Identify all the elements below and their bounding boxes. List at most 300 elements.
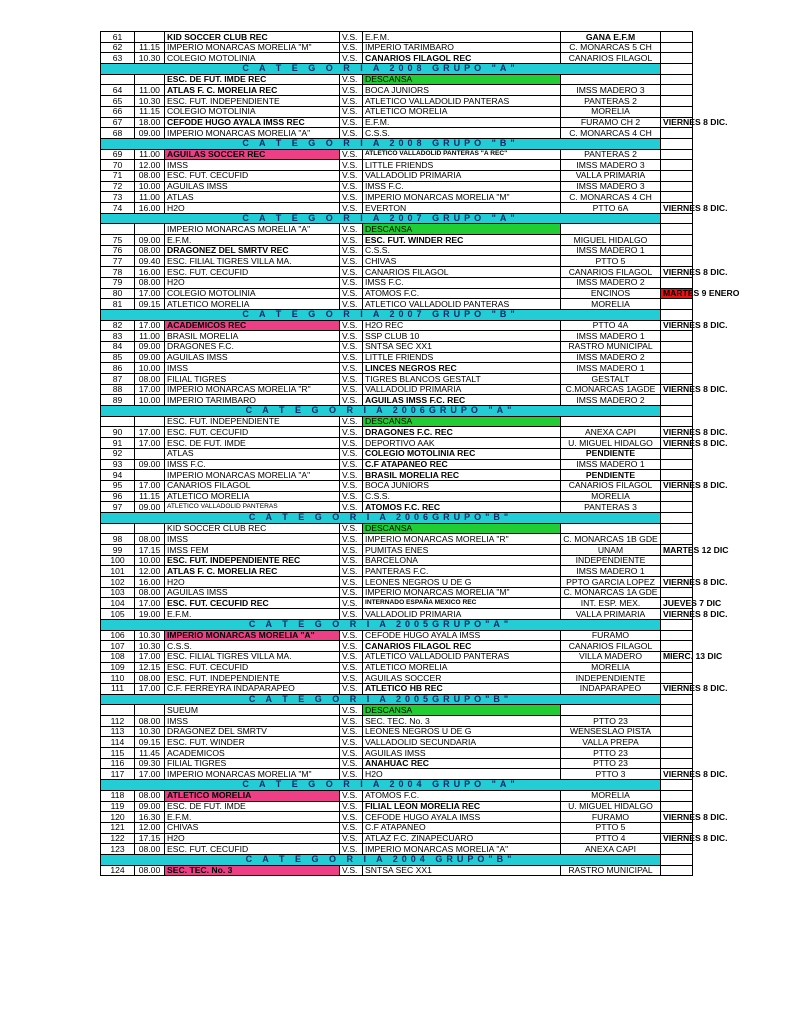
match-row xyxy=(101,384,693,395)
versus-label: V.S. xyxy=(340,96,363,107)
match-time xyxy=(135,448,165,459)
match-number: 95 xyxy=(101,480,135,491)
away-team: SSP CLUB 10 xyxy=(363,331,561,342)
match-date xyxy=(661,235,693,246)
away-team: BOCA JUNIORS xyxy=(363,85,561,96)
away-team: AGUILAS SOCCER xyxy=(363,673,561,684)
match-row xyxy=(101,491,693,502)
match-time: 08.00 xyxy=(135,245,165,256)
away-team: E.F.M. xyxy=(363,32,561,43)
match-row xyxy=(101,448,693,459)
match-date: VIERNES 8 DIC. xyxy=(661,384,693,395)
match-number: 62 xyxy=(101,42,135,53)
home-team: KID SOCCER CLUB REC xyxy=(165,523,340,534)
match-row xyxy=(101,844,693,855)
venue: MIGUEL HIDALGO xyxy=(561,235,661,246)
category-blank-cell xyxy=(661,854,693,865)
venue: PTTO 23 xyxy=(561,716,661,727)
category-blank-cell xyxy=(661,780,693,791)
schedule-sheet xyxy=(100,31,740,876)
venue: CANARIOS FILAGOL xyxy=(561,53,661,64)
venue: PTTO 23 xyxy=(561,758,661,769)
match-time: 17.00 xyxy=(135,598,165,609)
match-number: 69 xyxy=(101,149,135,160)
match-date: VIERNES 8 DIC. xyxy=(661,480,693,491)
away-team: C.S.S. xyxy=(363,128,561,139)
home-team: ESC. FILIAL TIGRES VILLA MA. xyxy=(165,256,340,267)
versus-label: V.S. xyxy=(340,801,363,812)
away-team: VALLADOLID PRIMARIA xyxy=(363,609,561,620)
away-team: ANAHUAC REC xyxy=(363,758,561,769)
versus-label: V.S. xyxy=(340,844,363,855)
versus-label: V.S. xyxy=(340,555,363,566)
versus-label: V.S. xyxy=(340,737,363,748)
match-time: 10.00 xyxy=(135,181,165,192)
match-number: 96 xyxy=(101,491,135,502)
match-number: 106 xyxy=(101,630,135,641)
match-number xyxy=(101,705,135,716)
match-time: 08.00 xyxy=(135,716,165,727)
match-time: 09.15 xyxy=(135,737,165,748)
home-team: IMPERIO TARIMBARO xyxy=(165,395,340,406)
category-blank-cell xyxy=(661,213,693,224)
versus-label: V.S. xyxy=(340,352,363,363)
venue xyxy=(561,74,661,85)
away-team: CANARIOS FILAGOL REC xyxy=(363,641,561,652)
category-header-row xyxy=(101,64,693,75)
category-blank-cell xyxy=(661,694,693,705)
match-number: 76 xyxy=(101,245,135,256)
venue xyxy=(561,416,661,427)
match-row xyxy=(101,641,693,652)
match-time: 17.00 xyxy=(135,384,165,395)
versus-label: V.S. xyxy=(340,363,363,374)
venue: IMSS MADERO 2 xyxy=(561,352,661,363)
match-number: 88 xyxy=(101,384,135,395)
home-team: ESC. DE FUT. IMDE xyxy=(165,438,340,449)
match-time: 11.15 xyxy=(135,42,165,53)
home-team: ACADEMICOS xyxy=(165,748,340,759)
match-date xyxy=(661,470,693,481)
venue: IMSS MADERO 2 xyxy=(561,277,661,288)
match-time: 17.15 xyxy=(135,545,165,556)
venue: U. MIGUEL HIDALGO xyxy=(561,801,661,812)
match-time: 12.00 xyxy=(135,566,165,577)
versus-label: V.S. xyxy=(340,641,363,652)
venue: MORELIA xyxy=(561,106,661,117)
match-date xyxy=(661,128,693,139)
versus-label: V.S. xyxy=(340,683,363,694)
match-row xyxy=(101,470,693,481)
versus-label: V.S. xyxy=(340,758,363,769)
versus-label: V.S. xyxy=(340,288,363,299)
match-row xyxy=(101,748,693,759)
venue: IMSS MADERO 1 xyxy=(561,363,661,374)
versus-label: V.S. xyxy=(340,865,363,876)
home-team: IMPERIO MONARCAS MORELIA "M" xyxy=(165,42,340,53)
match-date xyxy=(661,363,693,374)
match-number: 111 xyxy=(101,683,135,694)
match-date xyxy=(661,42,693,53)
match-row xyxy=(101,341,693,352)
match-time xyxy=(135,705,165,716)
away-team: DESCANSA xyxy=(363,705,561,716)
match-number: 105 xyxy=(101,609,135,620)
venue: RASTRO MUNICIPAL xyxy=(561,865,661,876)
match-number: 78 xyxy=(101,267,135,278)
match-row xyxy=(101,630,693,641)
match-date: VIERNES 8 DIC. xyxy=(661,117,693,128)
home-team: IMSS xyxy=(165,363,340,374)
match-number: 120 xyxy=(101,812,135,823)
match-date xyxy=(661,726,693,737)
match-date xyxy=(661,245,693,256)
match-number: 100 xyxy=(101,555,135,566)
versus-label: V.S. xyxy=(340,748,363,759)
venue: PTTO 6A xyxy=(561,203,661,214)
match-date xyxy=(661,790,693,801)
match-number xyxy=(101,523,135,534)
versus-label: V.S. xyxy=(340,598,363,609)
match-row xyxy=(101,545,693,556)
category-title: C A T E G O R I A 2006GRUPO"B" xyxy=(101,512,661,523)
category-header-row xyxy=(101,309,693,320)
match-time: 12.15 xyxy=(135,662,165,673)
away-team: ATLETICO VALLADOLID PANTERAS xyxy=(363,651,561,662)
versus-label: V.S. xyxy=(340,705,363,716)
away-team: BOCA JUNIORS xyxy=(363,480,561,491)
home-team: DRAGONEZ DEL SMRTV REC xyxy=(165,245,340,256)
venue: C. MONARCAS 4 CH xyxy=(561,128,661,139)
match-row xyxy=(101,726,693,737)
match-row xyxy=(101,331,693,342)
venue: MORELIA xyxy=(561,790,661,801)
match-row xyxy=(101,170,693,181)
match-row xyxy=(101,149,693,160)
match-row xyxy=(101,181,693,192)
match-number: 98 xyxy=(101,534,135,545)
match-row xyxy=(101,523,693,534)
home-team: CEFODE HUGO AYALA IMSS REC xyxy=(165,117,340,128)
match-date: VIERNES 8 DIC. xyxy=(661,577,693,588)
away-team: BARCELONA xyxy=(363,555,561,566)
match-number: 114 xyxy=(101,737,135,748)
home-team: ESC. DE FUT. IMDE REC xyxy=(165,74,340,85)
home-team: KID SOCCER CLUB REC xyxy=(165,32,340,43)
match-number: 82 xyxy=(101,320,135,331)
home-team: SEC. TEC. No. 3 xyxy=(165,865,340,876)
match-time: 17.00 xyxy=(135,288,165,299)
match-number: 99 xyxy=(101,545,135,556)
venue: CANARIOS FILAGOL xyxy=(561,480,661,491)
home-team: ESC. FILIAL TIGRES VILLA MA. xyxy=(165,651,340,662)
versus-label: V.S. xyxy=(340,42,363,53)
venue: PTTO 5 xyxy=(561,256,661,267)
match-number: 92 xyxy=(101,448,135,459)
match-time: 11.15 xyxy=(135,491,165,502)
venue: PTTO 4 xyxy=(561,833,661,844)
venue: PTTO 23 xyxy=(561,748,661,759)
match-time xyxy=(135,74,165,85)
venue: UNAM xyxy=(561,545,661,556)
match-date xyxy=(661,502,693,513)
away-team: ATLAZ F.C. ZINAPECUARO xyxy=(363,833,561,844)
home-team: IMPERIO MONARCAS MORELIA "A" xyxy=(165,128,340,139)
match-time: 10.00 xyxy=(135,395,165,406)
home-team: AGUILAS IMSS xyxy=(165,181,340,192)
match-number: 116 xyxy=(101,758,135,769)
category-header-row xyxy=(101,694,693,705)
match-number xyxy=(101,74,135,85)
match-row xyxy=(101,769,693,780)
versus-label: V.S. xyxy=(340,374,363,385)
away-team: IMPERIO MONARCAS MORELIA "M" xyxy=(363,587,561,598)
category-header-row xyxy=(101,406,693,417)
match-row xyxy=(101,577,693,588)
venue: PANTERAS 2 xyxy=(561,149,661,160)
home-team: ESC. FUT. INDEPENDIENTE xyxy=(165,416,340,427)
versus-label: V.S. xyxy=(340,203,363,214)
match-date xyxy=(661,32,693,43)
versus-label: V.S. xyxy=(340,566,363,577)
match-date: MARTES 9 ENERO xyxy=(661,288,693,299)
match-time: 10.00 xyxy=(135,363,165,374)
versus-label: V.S. xyxy=(340,224,363,235)
versus-label: V.S. xyxy=(340,192,363,203)
home-team: ESC. FUT. CECUFID xyxy=(165,170,340,181)
match-row xyxy=(101,363,693,374)
away-team: IMPERIO TARIMBARO xyxy=(363,42,561,53)
venue: GANA E.F.M xyxy=(561,32,661,43)
away-team: C.F ATAPANEO REC xyxy=(363,459,561,470)
home-team: ATLETICO VALLADOLID PANTERAS xyxy=(165,502,340,513)
home-team: IMPERIO MONARCAS MORELIA "A" xyxy=(165,630,340,641)
away-team: C.S.S. xyxy=(363,245,561,256)
home-team: IMPERIO MONARCAS MORELIA "A" xyxy=(165,470,340,481)
match-row xyxy=(101,609,693,620)
away-team: AGUILAS IMSS F.C. REC xyxy=(363,395,561,406)
home-team: CANARIOS FILAGOL xyxy=(165,480,340,491)
home-team: COLEGIO MOTOLINIA xyxy=(165,53,340,64)
match-time: 17.00 xyxy=(135,438,165,449)
venue: FURAMO CH 2 xyxy=(561,117,661,128)
away-team: DESCANSA xyxy=(363,74,561,85)
venue: INDEPENDIENTE xyxy=(561,673,661,684)
venue: VALLA PRIMARIA xyxy=(561,170,661,181)
match-row xyxy=(101,662,693,673)
match-date: VIERNES 8 DIC. xyxy=(661,833,693,844)
home-team: H2O xyxy=(165,277,340,288)
category-title: C A T E G O R I A 2005GRUPO"B" xyxy=(101,694,661,705)
match-row xyxy=(101,555,693,566)
match-time: 10.30 xyxy=(135,641,165,652)
home-team: E.F.M. xyxy=(165,609,340,620)
away-team: ATLETICO HB REC xyxy=(363,683,561,694)
match-number: 97 xyxy=(101,502,135,513)
venue: IMSS MADERO 3 xyxy=(561,181,661,192)
venue: VALLA PREPA xyxy=(561,737,661,748)
match-row xyxy=(101,235,693,246)
venue: VALLA PRIMARIA xyxy=(561,609,661,620)
home-team: IMSS F.C. xyxy=(165,459,340,470)
match-time: 10.30 xyxy=(135,96,165,107)
match-time: 08.00 xyxy=(135,587,165,598)
versus-label: V.S. xyxy=(340,53,363,64)
match-row xyxy=(101,651,693,662)
match-date xyxy=(661,53,693,64)
home-team: C.F. FERREYRA INDAPARAPEO xyxy=(165,683,340,694)
venue: PANTERAS 2 xyxy=(561,96,661,107)
away-team: IMSS F.C. xyxy=(363,277,561,288)
versus-label: V.S. xyxy=(340,438,363,449)
match-time: 09.00 xyxy=(135,801,165,812)
match-date xyxy=(661,160,693,171)
match-number: 93 xyxy=(101,459,135,470)
venue: ANEXA CAPI xyxy=(561,427,661,438)
match-number: 108 xyxy=(101,651,135,662)
category-blank-cell xyxy=(661,309,693,320)
match-number: 115 xyxy=(101,748,135,759)
versus-label: V.S. xyxy=(340,256,363,267)
home-team: IMSS xyxy=(165,534,340,545)
away-team: IMSS F.C. xyxy=(363,181,561,192)
home-team: E.F.M. xyxy=(165,812,340,823)
match-date: JUEVES 7 DIC xyxy=(661,598,693,609)
home-team: FILIAL TIGRES xyxy=(165,758,340,769)
home-team: FILIAL TIGRES xyxy=(165,374,340,385)
match-row xyxy=(101,96,693,107)
home-team: IMPERIO MONARCAS MORELIA "A" xyxy=(165,224,340,235)
away-team: IMPERIO MONARCAS MORELIA "A" xyxy=(363,844,561,855)
match-row xyxy=(101,267,693,278)
venue: WENSESLAO PISTA xyxy=(561,726,661,737)
category-blank-cell xyxy=(661,512,693,523)
match-time: 08.00 xyxy=(135,170,165,181)
match-number: 72 xyxy=(101,181,135,192)
venue: PANTERAS 3 xyxy=(561,502,661,513)
match-number: 83 xyxy=(101,331,135,342)
venue: FURAMO xyxy=(561,812,661,823)
home-team: H2O xyxy=(165,833,340,844)
match-number: 79 xyxy=(101,277,135,288)
match-number: 67 xyxy=(101,117,135,128)
match-number: 117 xyxy=(101,769,135,780)
match-time xyxy=(135,470,165,481)
match-number: 123 xyxy=(101,844,135,855)
match-time: 09.00 xyxy=(135,352,165,363)
away-team: ATOMOS F.C. REC xyxy=(363,502,561,513)
home-team: AGUILAS IMSS xyxy=(165,352,340,363)
away-team: C.S.S. xyxy=(363,491,561,502)
home-team: ATLAS xyxy=(165,192,340,203)
home-team: ATLETICO MORELIA xyxy=(165,299,340,310)
category-title: C A T E G O R I A 2005GRUPO"A" xyxy=(101,619,661,630)
match-row xyxy=(101,74,693,85)
venue: IMSS MADERO 1 xyxy=(561,459,661,470)
match-number: 66 xyxy=(101,106,135,117)
match-time: 09.00 xyxy=(135,235,165,246)
match-date xyxy=(661,85,693,96)
venue: PPTO GARCIA LOPEZ xyxy=(561,577,661,588)
versus-label: V.S. xyxy=(340,160,363,171)
away-team: H2O xyxy=(363,769,561,780)
match-number: 121 xyxy=(101,822,135,833)
venue: U. MIGUEL HIDALGO xyxy=(561,438,661,449)
match-time: 17.00 xyxy=(135,769,165,780)
home-team: IMPERIO MONARCAS MORELIA "M" xyxy=(165,769,340,780)
versus-label: V.S. xyxy=(340,331,363,342)
match-time: 09.00 xyxy=(135,341,165,352)
match-time: 11.45 xyxy=(135,748,165,759)
match-row xyxy=(101,224,693,235)
category-title: C A T E G O R I A 2004 GRUPO"B" xyxy=(101,854,661,865)
match-time: 11.00 xyxy=(135,192,165,203)
away-team: DESCANSA xyxy=(363,224,561,235)
away-team: INTERNADO ESPAÑA MEXICO REC xyxy=(363,598,561,609)
versus-label: V.S. xyxy=(340,427,363,438)
match-number: 118 xyxy=(101,790,135,801)
venue: INDEPENDIENTE xyxy=(561,555,661,566)
match-date xyxy=(661,555,693,566)
category-title: C A T E G O R I A 2007 GRUPO "B" xyxy=(101,309,661,320)
match-number: 94 xyxy=(101,470,135,481)
match-row xyxy=(101,85,693,96)
match-time: 17.00 xyxy=(135,320,165,331)
match-date: VIERNES 8 DIC. xyxy=(661,769,693,780)
away-team: FILIAL LEON MORELIA REC xyxy=(363,801,561,812)
versus-label: V.S. xyxy=(340,85,363,96)
match-date xyxy=(661,822,693,833)
match-row xyxy=(101,277,693,288)
versus-label: V.S. xyxy=(340,523,363,534)
away-team: SNTSA SEC XX1 xyxy=(363,341,561,352)
match-row xyxy=(101,256,693,267)
versus-label: V.S. xyxy=(340,822,363,833)
match-number: 85 xyxy=(101,352,135,363)
match-date: VIERNES 8 DIC. xyxy=(661,203,693,214)
versus-label: V.S. xyxy=(340,726,363,737)
match-row xyxy=(101,299,693,310)
venue: IMSS MADERO 3 xyxy=(561,160,661,171)
match-number: 75 xyxy=(101,235,135,246)
match-row xyxy=(101,374,693,385)
versus-label: V.S. xyxy=(340,609,363,620)
home-team: CHIVAS xyxy=(165,822,340,833)
away-team: VALLADOLID SECUNDARIA xyxy=(363,737,561,748)
match-time: 08.00 xyxy=(135,790,165,801)
match-time: 11.15 xyxy=(135,106,165,117)
versus-label: V.S. xyxy=(340,320,363,331)
match-time: 11.00 xyxy=(135,331,165,342)
away-team: LITTLE FRIENDS xyxy=(363,352,561,363)
match-date xyxy=(661,865,693,876)
match-number: 77 xyxy=(101,256,135,267)
match-date xyxy=(661,566,693,577)
match-time: 11.00 xyxy=(135,85,165,96)
match-date xyxy=(661,106,693,117)
category-blank-cell xyxy=(661,619,693,630)
match-time: 17.00 xyxy=(135,651,165,662)
match-number: 71 xyxy=(101,170,135,181)
home-team: COLEGIO MOTOLINIA xyxy=(165,288,340,299)
category-header-row xyxy=(101,619,693,630)
away-team: TIGRES BLANCOS GESTALT xyxy=(363,374,561,385)
versus-label: V.S. xyxy=(340,149,363,160)
away-team: CEFODE HUGO AYALA IMSS xyxy=(363,812,561,823)
match-date xyxy=(661,277,693,288)
home-team: ESC. DE FUT. IMDE xyxy=(165,801,340,812)
away-team: IMPERIO MONARCAS MORELIA "M" xyxy=(363,192,561,203)
